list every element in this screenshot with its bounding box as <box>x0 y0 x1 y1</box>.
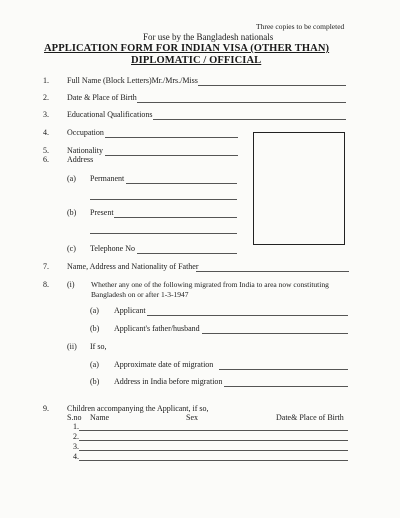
telephone-label: Telephone No <box>90 244 135 253</box>
form-title-line1: APPLICATION FORM FOR INDIAN VISA (OTHER THAN) <box>44 43 330 54</box>
migration-date-label: Approximate date of migration <box>114 360 214 369</box>
sub-item-ii: (ii) <box>67 342 77 351</box>
full-name-field[interactable] <box>198 85 346 86</box>
migration-question-line2: Bangladesh on or after 1-3-1947 <box>91 290 189 299</box>
occupation-label: Occupation <box>67 128 104 137</box>
photo-box <box>253 132 345 245</box>
sub-item-a-migration: (a) <box>90 306 99 315</box>
col-dob-header: Date& Place of Birth <box>276 413 344 422</box>
child-row-field[interactable] <box>79 460 348 461</box>
present-address-field-line2[interactable] <box>90 233 237 234</box>
item-number-4: 4. <box>43 128 49 137</box>
telephone-field[interactable] <box>137 253 237 254</box>
father-details-label: Name, Address and Nationality of Father <box>67 262 199 271</box>
sub-item-b-migration: (b) <box>90 324 100 333</box>
sub-item-a-date: (a) <box>90 360 99 369</box>
full-name-label: Full Name (Block Letters)Mr./Mrs./Miss <box>67 76 198 85</box>
col-sex-header: Sex <box>186 413 198 422</box>
child-row-field[interactable] <box>79 450 348 451</box>
item-number-9: 9. <box>43 404 49 413</box>
education-label: Educational Qualifications <box>67 110 153 119</box>
india-address-field[interactable] <box>224 386 348 387</box>
present-address-label: Present <box>90 208 114 217</box>
child-row-number: 3. <box>73 442 79 451</box>
child-row-field[interactable] <box>79 440 348 441</box>
education-field[interactable] <box>153 119 346 120</box>
nationality-field[interactable] <box>105 155 238 156</box>
birth-date-place-field[interactable] <box>137 102 346 103</box>
form-title-line2: DIPLOMATIC / OFFICIAL <box>131 55 262 66</box>
sub-item-i: (i) <box>67 280 75 289</box>
child-row-field[interactable] <box>79 430 348 431</box>
india-address-label: Address in India before migration <box>114 377 223 386</box>
item-number-5: 5. <box>43 146 49 155</box>
copies-note: Three copies to be completed <box>256 22 345 31</box>
occupation-field[interactable] <box>105 137 238 138</box>
permanent-address-label: Permanent <box>90 174 125 183</box>
child-row-number: 1. <box>73 422 79 431</box>
applicant-field[interactable] <box>147 315 348 316</box>
item-number-8: 8. <box>43 280 49 289</box>
father-husband-label: Applicant's father/husband <box>114 324 200 333</box>
applicant-label: Applicant <box>114 306 146 315</box>
if-so-label: If so, <box>90 342 107 351</box>
item-number-1: 1. <box>43 76 49 85</box>
permanent-address-field-line2[interactable] <box>90 199 237 200</box>
address-label: Address <box>67 155 94 164</box>
migration-date-field[interactable] <box>219 369 348 370</box>
item-number-3: 3. <box>43 110 49 119</box>
form-subtitle: For use by the Bangladesh nationals <box>143 32 274 42</box>
present-address-field[interactable] <box>114 217 237 218</box>
children-label: Children accompanying the Applicant, if so, <box>67 404 209 413</box>
permanent-address-field[interactable] <box>126 183 237 184</box>
sub-item-a: (a) <box>67 174 76 183</box>
item-number-6: 6. <box>43 155 49 164</box>
father-husband-field[interactable] <box>202 333 348 334</box>
col-sno-header: S.no <box>67 413 82 422</box>
child-row-number: 4. <box>73 452 79 461</box>
sub-item-b: (b) <box>67 208 77 217</box>
item-number-2: 2. <box>43 93 49 102</box>
nationality-label: Nationality <box>67 146 103 155</box>
birth-date-place-label: Date & Place of Birth <box>67 93 137 102</box>
item-number-7: 7. <box>43 262 49 271</box>
child-row-number: 2. <box>73 432 79 441</box>
col-name-header: Name <box>90 413 110 422</box>
sub-item-c: (c) <box>67 244 76 253</box>
migration-question-line1: Whether any one of the following migrated from India to area now constituting <box>91 280 329 289</box>
sub-item-b-address: (b) <box>90 377 100 386</box>
father-details-field[interactable] <box>196 271 349 272</box>
